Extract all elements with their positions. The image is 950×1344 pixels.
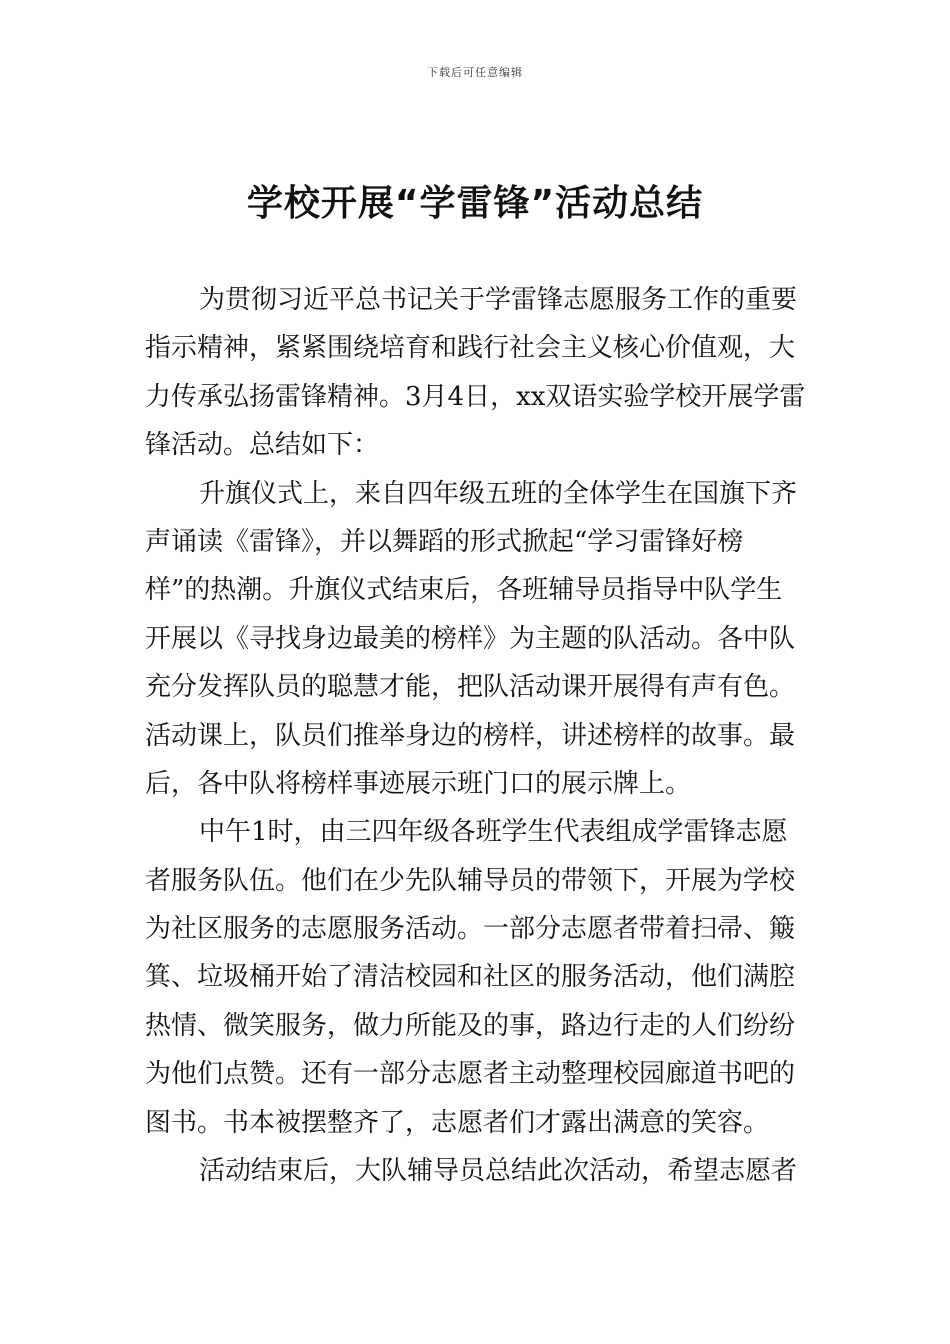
body-line: 声诵读《雷锋》，并以舞蹈的形式掀起“学习雷锋好榜 — [145, 526, 744, 557]
body-line: 后，各中队将榜样事迹展示班门口的展示牌上。 — [145, 768, 692, 799]
document-body — [145, 276, 805, 1195]
body-line: 图书。书本被摆整齐了，志愿者们才露出满意的笑容。 — [145, 1107, 770, 1138]
document-title: 学校开展“学雷锋”活动总结 — [246, 183, 704, 224]
body-line: 锋活动。总结如下： — [145, 430, 380, 461]
body-line: 箕、垃圾桶开始了清洁校园和社区的服务活动，他们满腔 — [145, 962, 796, 993]
body-line: 者服务队伍。他们在少先队辅导员的带领下，开展为学校 — [145, 865, 796, 896]
body-line: 升旗仪式上，来自四年级五班的全体学生在国旗下齐 — [199, 478, 798, 509]
body-line: 为他们点赞。还有一部分志愿者主动整理校园廊道书吧的 — [145, 1059, 796, 1090]
body-line: 力传承弘扬雷锋精神。3月4日，xx双语实验学校开展学雷 — [145, 381, 805, 412]
body-line: 中午1时，由三四年级各班学生代表组成学雷锋志愿 — [199, 817, 788, 848]
body-line: 样”的热潮。升旗仪式结束后，各班辅导员指导中队学生 — [145, 575, 783, 606]
header-note: 下载后可任意编辑 — [427, 66, 523, 79]
body-line: 热情、微笑服务，做力所能及的事，路边行走的人们纷纷 — [145, 1010, 796, 1041]
body-line: 指示精神，紧紧围绕培育和践行社会主义核心价值观，大 — [145, 333, 796, 364]
body-line: 充分发挥队员的聪慧才能，把队活动课开展得有声有色。 — [145, 672, 796, 703]
body-line: 活动结束后，大队辅导员总结此次活动，希望志愿者 — [199, 1156, 798, 1187]
body-line: 为贯彻习近平总书记关于学雷锋志愿服务工作的重要 — [199, 285, 798, 315]
body-line: 为社区服务的志愿服务活动。一部分志愿者带着扫帚、簸 — [145, 914, 796, 945]
body-line: 开展以《寻找身边最美的榜样》为主题的队活动。各中队 — [145, 623, 796, 654]
body-line: 活动课上，队员们推举身边的榜样，讲述榜样的故事。最 — [145, 720, 796, 751]
